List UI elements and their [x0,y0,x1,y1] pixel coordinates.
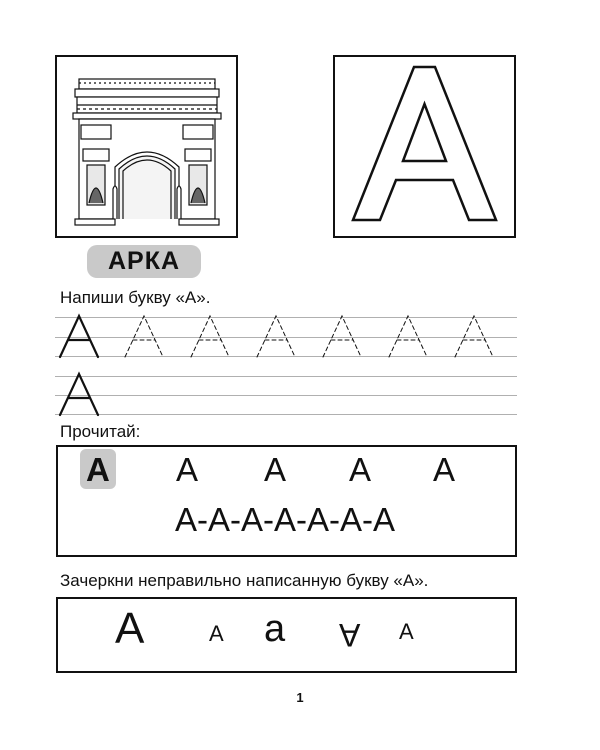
cross-letter-small-2[interactable]: А [399,619,414,644]
dashed-letter-a [125,316,163,357]
letter-a-frame [333,55,516,238]
word-arka-badge: АРКА [87,245,201,278]
dashed-letter-a [257,316,295,357]
cross-letter-lowercase[interactable]: а [264,608,286,650]
outlined-letter-a [335,57,514,236]
cross-instruction: Зачеркни неправильно написанную букву «А». [60,571,429,590]
highlighted-letter: А [86,451,110,488]
read-letter: А [349,451,372,488]
arc-de-triomphe-illustration [57,57,236,236]
writing-line [55,414,517,415]
cross-letter-large[interactable]: А [115,604,145,653]
writing-line [55,395,517,396]
writing-line [55,376,517,377]
tracing-row [55,312,517,362]
write-instruction: Напиши букву «А». [60,288,211,307]
read-letter-chain: А-А-А-А-А-А-А [175,501,396,538]
read-letter: А [264,451,287,488]
sample-letter-a-row2 [55,370,115,420]
read-letter: А [176,451,199,488]
read-title: Прочитай: [60,422,141,441]
arch-picture-frame [55,55,238,238]
cross-letter-small[interactable]: А [209,621,224,646]
dashed-letter-a [191,316,229,357]
dashed-letter-a [455,316,493,357]
cross-letter-upside-down[interactable]: А [339,617,361,653]
read-letter: А [433,451,456,488]
page-number: 1 [296,690,304,705]
sample-letter-a [60,316,98,357]
dashed-letter-a [389,316,427,357]
dashed-letter-a [323,316,361,357]
